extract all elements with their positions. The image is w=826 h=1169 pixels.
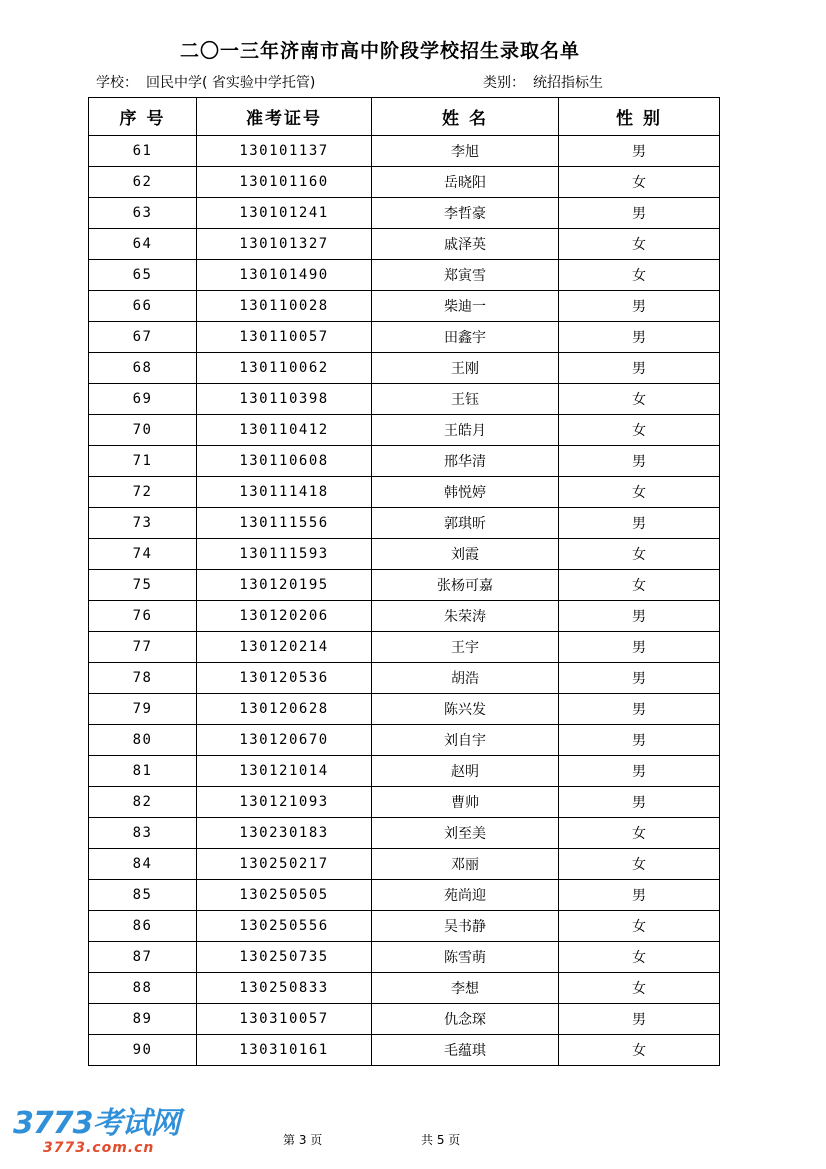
row-exam-number: 130111556 — [197, 508, 372, 539]
row-serial: 80 — [89, 725, 197, 756]
row-name: 王刚 — [372, 353, 559, 384]
row-serial: 77 — [89, 632, 197, 663]
row-exam-number: 130310057 — [197, 1004, 372, 1035]
table-row — [89, 539, 720, 570]
row-serial: 70 — [89, 415, 197, 446]
row-serial: 87 — [89, 942, 197, 973]
row-exam-number: 130250735 — [197, 942, 372, 973]
table-row — [89, 694, 720, 725]
row-exam-number: 130250556 — [197, 911, 372, 942]
row-exam-number: 130120536 — [197, 663, 372, 694]
row-gender: 男 — [559, 663, 720, 694]
row-serial: 81 — [89, 756, 197, 787]
row-name: 刘霞 — [372, 539, 559, 570]
table-row — [89, 229, 720, 260]
page-number: 第 3 页 — [283, 1133, 323, 1147]
row-exam-number: 130250833 — [197, 973, 372, 1004]
row-exam-number: 130230183 — [197, 818, 372, 849]
row-gender: 男 — [559, 787, 720, 818]
table-row — [89, 446, 720, 477]
school-info — [96, 72, 315, 92]
row-gender: 女 — [559, 973, 720, 1004]
row-exam-number: 130110028 — [197, 291, 372, 322]
table-row — [89, 136, 720, 167]
row-exam-number: 130120206 — [197, 601, 372, 632]
admission-table — [88, 97, 720, 1066]
table-row — [89, 787, 720, 818]
row-gender: 男 — [559, 601, 720, 632]
row-name: 田鑫宇 — [372, 322, 559, 353]
row-serial: 69 — [89, 384, 197, 415]
table-header-row — [89, 98, 720, 136]
row-name: 胡浩 — [372, 663, 559, 694]
row-serial: 82 — [89, 787, 197, 818]
table-row — [89, 322, 720, 353]
row-name: 王钰 — [372, 384, 559, 415]
row-exam-number: 130101137 — [197, 136, 372, 167]
row-serial: 63 — [89, 198, 197, 229]
row-gender: 男 — [559, 136, 720, 167]
table-row — [89, 198, 720, 229]
table-row — [89, 632, 720, 663]
table-row — [89, 663, 720, 694]
row-exam-number: 130101490 — [197, 260, 372, 291]
row-gender: 女 — [559, 570, 720, 601]
table-row — [89, 570, 720, 601]
header-gender: 性 别 — [559, 98, 720, 136]
row-exam-number: 130110412 — [197, 415, 372, 446]
row-gender: 男 — [559, 353, 720, 384]
header-name: 姓 名 — [372, 98, 559, 136]
row-name: 李想 — [372, 973, 559, 1004]
row-name: 毛蕴琪 — [372, 1035, 559, 1066]
row-exam-number: 130110608 — [197, 446, 372, 477]
row-gender: 女 — [559, 477, 720, 508]
row-serial: 90 — [89, 1035, 197, 1066]
row-exam-number: 130101241 — [197, 198, 372, 229]
row-gender: 女 — [559, 539, 720, 570]
table-row — [89, 601, 720, 632]
row-gender: 男 — [559, 756, 720, 787]
row-exam-number: 130121093 — [197, 787, 372, 818]
row-gender: 女 — [559, 167, 720, 198]
row-gender: 男 — [559, 291, 720, 322]
row-name: 仇念琛 — [372, 1004, 559, 1035]
table-row — [89, 415, 720, 446]
row-name: 陈兴发 — [372, 694, 559, 725]
row-name: 李哲豪 — [372, 198, 559, 229]
row-serial: 72 — [89, 477, 197, 508]
row-gender: 女 — [559, 260, 720, 291]
row-gender: 女 — [559, 415, 720, 446]
row-name: 曹帅 — [372, 787, 559, 818]
row-exam-number: 130110057 — [197, 322, 372, 353]
row-exam-number: 130101160 — [197, 167, 372, 198]
row-name: 邓丽 — [372, 849, 559, 880]
row-serial: 76 — [89, 601, 197, 632]
row-exam-number: 130121014 — [197, 756, 372, 787]
row-exam-number: 130250217 — [197, 849, 372, 880]
row-gender: 男 — [559, 880, 720, 911]
row-gender: 女 — [559, 1035, 720, 1066]
table-row — [89, 1004, 720, 1035]
row-gender: 女 — [559, 818, 720, 849]
table-row — [89, 911, 720, 942]
row-serial: 88 — [89, 973, 197, 1004]
row-gender: 男 — [559, 694, 720, 725]
row-name: 吴书静 — [372, 911, 559, 942]
row-exam-number: 130110398 — [197, 384, 372, 415]
page-total: 共 5 页 — [421, 1133, 461, 1147]
table-row — [89, 849, 720, 880]
row-serial: 64 — [89, 229, 197, 260]
row-name: 郑寅雪 — [372, 260, 559, 291]
header-serial: 序 号 — [89, 98, 197, 136]
row-gender: 男 — [559, 508, 720, 539]
category-value: 统招指标生 — [533, 75, 603, 91]
table-row — [89, 260, 720, 291]
row-exam-number: 130110062 — [197, 353, 372, 384]
table-row — [89, 1035, 720, 1066]
row-name: 朱荣涛 — [372, 601, 559, 632]
row-serial: 75 — [89, 570, 197, 601]
school-label: 学校： — [96, 75, 138, 91]
row-exam-number: 130120670 — [197, 725, 372, 756]
table-row — [89, 756, 720, 787]
table-row — [89, 880, 720, 911]
row-exam-number: 130120195 — [197, 570, 372, 601]
row-gender: 女 — [559, 229, 720, 260]
row-serial: 61 — [89, 136, 197, 167]
header-exam-number: 准考证号 — [197, 98, 372, 136]
row-name: 王皓月 — [372, 415, 559, 446]
row-name: 苑尚迎 — [372, 880, 559, 911]
table-row — [89, 353, 720, 384]
row-serial: 78 — [89, 663, 197, 694]
row-name: 韩悦婷 — [372, 477, 559, 508]
logo-text: 3773考试网 — [13, 1106, 180, 1141]
row-gender: 男 — [559, 322, 720, 353]
row-gender: 男 — [559, 725, 720, 756]
table-row — [89, 291, 720, 322]
row-name: 张杨可嘉 — [372, 570, 559, 601]
row-serial: 89 — [89, 1004, 197, 1035]
row-serial: 84 — [89, 849, 197, 880]
row-serial: 65 — [89, 260, 197, 291]
row-serial: 74 — [89, 539, 197, 570]
table-row — [89, 477, 720, 508]
table-body — [89, 136, 720, 1066]
table-row — [89, 384, 720, 415]
row-name: 柴迪一 — [372, 291, 559, 322]
row-name: 刘至美 — [372, 818, 559, 849]
row-serial: 73 — [89, 508, 197, 539]
row-name: 刘自宇 — [372, 725, 559, 756]
row-name: 赵明 — [372, 756, 559, 787]
row-gender: 女 — [559, 384, 720, 415]
row-exam-number: 130111593 — [197, 539, 372, 570]
row-name: 戚泽英 — [372, 229, 559, 260]
row-name: 岳晓阳 — [372, 167, 559, 198]
table-row — [89, 508, 720, 539]
logo-url: 3773.com.cn — [43, 1140, 155, 1156]
table-row — [89, 818, 720, 849]
row-name: 李旭 — [372, 136, 559, 167]
row-exam-number: 130111418 — [197, 477, 372, 508]
table-row — [89, 942, 720, 973]
row-exam-number: 130101327 — [197, 229, 372, 260]
row-name: 邢华清 — [372, 446, 559, 477]
table-row — [89, 725, 720, 756]
table-row — [89, 167, 720, 198]
row-gender: 男 — [559, 1004, 720, 1035]
document-title: 二〇一三年济南市高中阶段学校招生录取名单 — [179, 40, 580, 62]
row-serial: 68 — [89, 353, 197, 384]
row-serial: 85 — [89, 880, 197, 911]
row-serial: 67 — [89, 322, 197, 353]
row-exam-number: 130120628 — [197, 694, 372, 725]
row-gender: 男 — [559, 632, 720, 663]
row-name: 王宇 — [372, 632, 559, 663]
row-serial: 62 — [89, 167, 197, 198]
row-serial: 86 — [89, 911, 197, 942]
row-gender: 男 — [559, 198, 720, 229]
row-serial: 79 — [89, 694, 197, 725]
row-serial: 71 — [89, 446, 197, 477]
row-gender: 女 — [559, 942, 720, 973]
row-exam-number: 130250505 — [197, 880, 372, 911]
row-name: 郭琪昕 — [372, 508, 559, 539]
category-info — [483, 72, 603, 92]
table-row — [89, 973, 720, 1004]
row-exam-number: 130120214 — [197, 632, 372, 663]
category-label: 类别： — [483, 75, 525, 91]
row-serial: 66 — [89, 291, 197, 322]
row-gender: 男 — [559, 446, 720, 477]
row-exam-number: 130310161 — [197, 1035, 372, 1066]
school-value: 回民中学( 省实验中学托管) — [146, 75, 316, 91]
row-gender: 女 — [559, 911, 720, 942]
row-gender: 女 — [559, 849, 720, 880]
row-serial: 83 — [89, 818, 197, 849]
row-name: 陈雪萌 — [372, 942, 559, 973]
site-logo — [13, 1108, 180, 1156]
